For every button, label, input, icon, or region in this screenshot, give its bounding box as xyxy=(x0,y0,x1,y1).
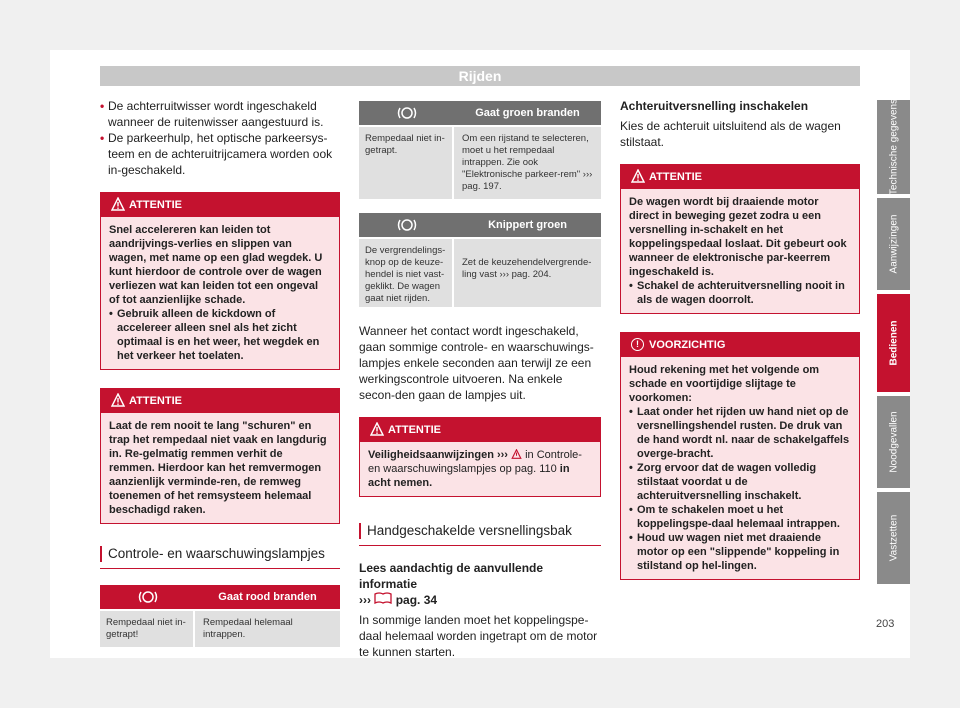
warning-header xyxy=(101,389,339,413)
table-cell: Rempedaal niet in-getrapt! xyxy=(100,611,195,647)
warning-small-icon xyxy=(511,449,522,459)
warning-text xyxy=(368,448,592,490)
table-row xyxy=(359,127,601,199)
warning-label: ATTENTIE xyxy=(129,199,182,211)
tab-vastzetten[interactable] xyxy=(877,492,910,584)
warning-body xyxy=(621,189,859,313)
table-cell: Rempedaal niet in-getrapt. xyxy=(359,127,454,199)
brake-pedal-icon xyxy=(359,213,454,237)
caution-bullet: • Om te schakelen moet u het koppelingspe-daal helemaal intrappen. xyxy=(629,503,851,531)
warning-icon xyxy=(111,197,125,211)
warning-bullet: • Gebruik alleen de kickdown of accelereer alleen snel als het zicht optimaal is en het weer, het wegdek en het verkeer het toelaten. xyxy=(109,307,331,363)
warning-bullet: • Schakel de achteruitversnelling nooit in als de wagen doorrolt. xyxy=(629,279,851,307)
warning-box xyxy=(620,164,860,314)
tab-label: Bedienen xyxy=(888,320,899,366)
table-row xyxy=(100,611,340,647)
warning-text: De wagen wordt bij draaiende motor direct in beweging gezet zodra u een versnelling in-schakelt en het koppelingspedaal loslaat. Dit gebeurt ook wanneer de elektronische par-keerrem ingeschakeld is. xyxy=(629,196,847,278)
page-header: Rijden xyxy=(100,66,860,86)
warning-body xyxy=(360,442,600,496)
table-cell: De vergrendelings-knop op de keuze-hendel is niet vast-geklikt. De wagen gaat niet rijden. xyxy=(359,239,454,307)
book-icon xyxy=(374,592,392,604)
warning-label: ATTENTIE xyxy=(129,395,182,407)
warning-label: ATTENTIE xyxy=(649,171,702,183)
warning-text-part: Veiligheidsaanwijzingen ››› xyxy=(368,449,512,461)
warning-text: Laat de rem nooit te lang "schuren" en trap het rempedaal niet vaak en langdurig in. Re-gelmatig remmen verhit de remmen. Hierdoor kan het remvermogen aanzienlijk verminde-ren, de remweg toenemen of het remsysteem helemaal beschadigd raken. xyxy=(109,420,327,516)
caution-box xyxy=(620,332,860,580)
warning-header xyxy=(621,165,859,189)
column-3 xyxy=(620,98,860,580)
brake-pedal-icon xyxy=(359,101,454,125)
tab-noodgevallen[interactable] xyxy=(877,396,910,488)
table-cell: Om een rijstand te selecteren, moet u het rempedaal intrappen. Zie ook "Elektronische parkeer-rem" ››› pag. 197. xyxy=(462,133,593,192)
subsection-title: Achteruitversnelling inschakelen xyxy=(620,99,809,113)
table-header-label: Knippert groen xyxy=(488,219,567,231)
paragraph: Wanneer het contact wordt ingeschakeld, gaan sommige controle- en waarschuwings-lampjes enkele seconden aan terwijl ze een werkingscontrole uitvoeren. Na enkele secon-den gaan de lampjes uit. xyxy=(359,324,594,402)
tab-bedienen[interactable] xyxy=(877,294,910,392)
warning-box xyxy=(100,388,340,524)
section-title: Handgeschakelde versnellingsbak xyxy=(359,523,601,546)
column-1 xyxy=(100,98,340,647)
table-header xyxy=(359,213,601,237)
warning-text-part: in acht nemen. xyxy=(368,463,570,489)
tab-label: Noodgevallen xyxy=(888,411,899,473)
section-title: Controle- en waarschuwingslampjes xyxy=(100,546,340,569)
tab-aanwijzingen[interactable] xyxy=(877,198,910,290)
caution-label: VOORZICHTIG xyxy=(649,339,726,351)
brake-warning-icon xyxy=(100,585,195,609)
table-header xyxy=(100,585,340,609)
caution-text: Houd rekening met het volgende om schade en voortijdige slijtage te voorkomen: xyxy=(629,364,820,404)
caution-bullet: • Houd uw wagen niet met draaiende motor op een "slippende" koppeling in stilstand op hel-lingen. xyxy=(629,531,851,573)
lead-text xyxy=(359,560,601,608)
bullet-item: • De parkeerhulp, het optische parkeersys-teem en de achteruitrijcamera worden ook in-geschakeld. xyxy=(100,130,340,178)
table-header-label: Gaat rood branden xyxy=(218,591,317,603)
indicator-table-green xyxy=(359,101,601,199)
warning-icon xyxy=(370,422,384,436)
warning-icon xyxy=(631,169,645,183)
page-number: 203 xyxy=(876,618,895,630)
table-row xyxy=(359,239,601,307)
page-reference-link[interactable]: pag. 34 xyxy=(395,593,438,607)
tab-technische-gegevens[interactable] xyxy=(877,100,910,194)
chapter-tabs xyxy=(877,100,910,588)
tab-label: Vastzetten xyxy=(888,514,899,562)
cross-reference-link[interactable]: in Controle- en waarschuwingslampjes op pag. 110 xyxy=(368,449,582,475)
warning-header xyxy=(101,193,339,217)
indicator-table-red xyxy=(100,585,340,647)
warning-label: ATTENTIE xyxy=(388,424,441,436)
info-icon: ! xyxy=(631,338,644,351)
tab-label: Technische gegevens xyxy=(888,98,899,196)
warning-text: Snel accelereren kan leiden tot aandrijvings-verlies en slippen van wagen, met name op een glad wegdek. U kunt hierdoor de controle over de wagen verliezen wat kan leiden tot een ongeval of tot aanzienlijke schade. xyxy=(109,224,323,306)
table-cell: Rempedaal helemaal intrappen. xyxy=(203,617,293,640)
column-2 xyxy=(359,101,601,660)
warning-box xyxy=(100,192,340,370)
table-header-label: Gaat groen branden xyxy=(475,107,580,119)
caution-body xyxy=(621,357,859,579)
warning-box xyxy=(359,417,601,497)
warning-header xyxy=(360,418,600,442)
caution-header xyxy=(621,333,859,357)
lead-text-label: Lees aandachtig de aanvullende informatie xyxy=(359,561,544,591)
warning-body xyxy=(101,217,339,369)
tab-label: Aanwijzingen xyxy=(888,214,899,274)
indicator-table-green-blink xyxy=(359,213,601,307)
caution-bullet: • Zorg ervoor dat de wagen volledig stilstaat voordat u de achteruitversnelling inschakelt. xyxy=(629,461,851,503)
warning-icon xyxy=(111,393,125,407)
table-header xyxy=(359,101,601,125)
paragraph: Kies de achteruit uitsluitend als de wagen stilstaat. xyxy=(620,119,841,149)
bullet-item: • De achterruitwisser wordt ingeschakeld wanneer de ruitenwisser aangestuurd is. xyxy=(100,98,340,130)
caution-bullet: • Laat onder het rijden uw hand niet op de versnellingshendel rusten. De druk van de hand wordt nl. naar de schakelgaffels overge-bracht. xyxy=(629,405,851,461)
arrow-marker: ››› xyxy=(359,593,371,607)
table-cell: Zet de keuzehendelvergrende-ling vast ››› pag. 204. xyxy=(462,257,592,280)
warning-body xyxy=(101,413,339,523)
paragraph: In sommige landen moet het koppelingspe-daal helemaal worden ingetrapt om de motor te kunnen starten. xyxy=(359,613,598,659)
